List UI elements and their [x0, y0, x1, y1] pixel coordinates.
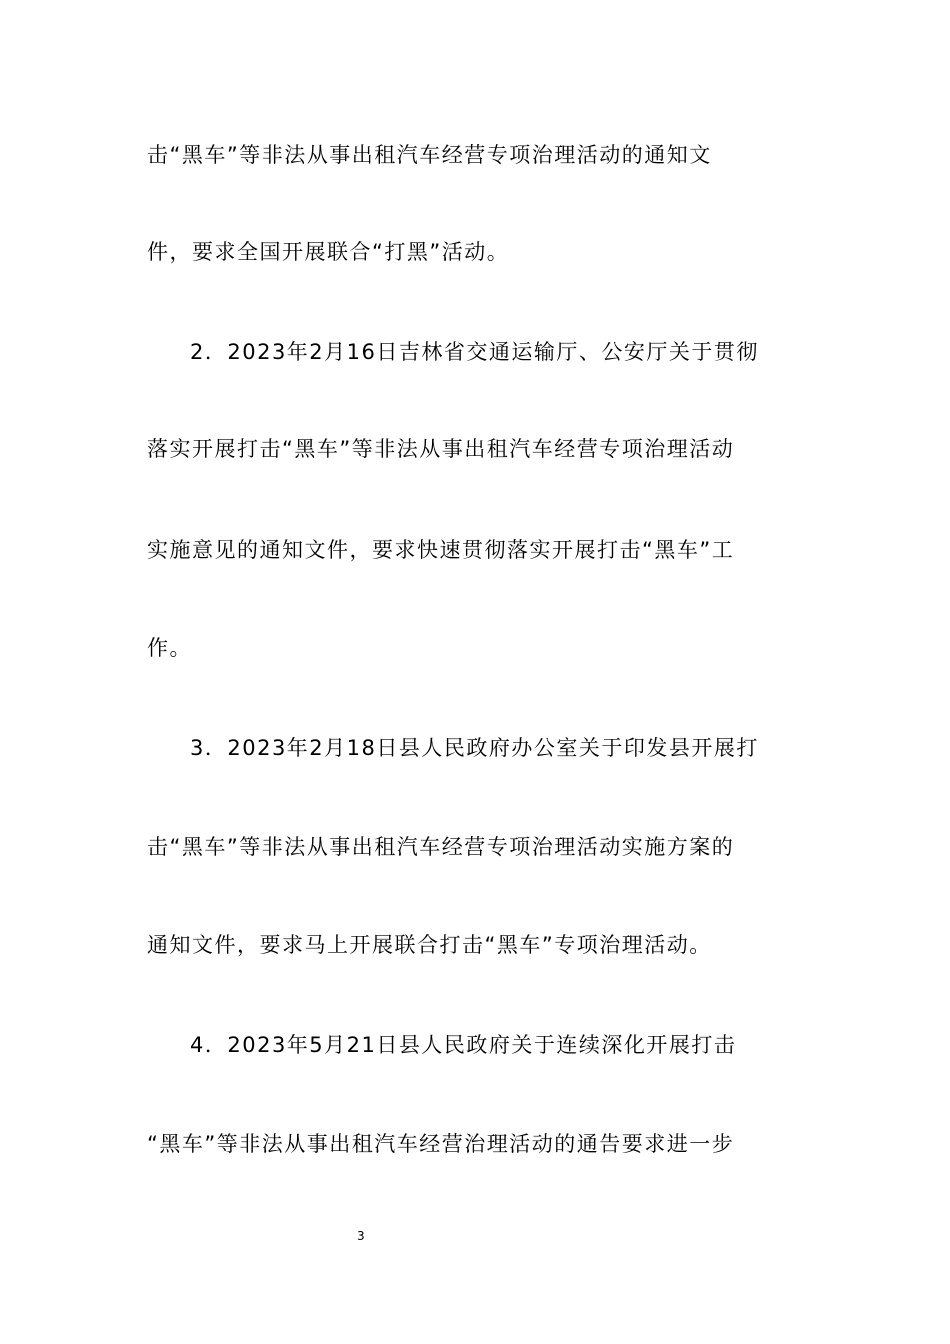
- page-number: 3: [357, 1229, 365, 1243]
- text-line: 作。: [147, 636, 192, 660]
- text-line: 件，要求全国开展联合“打黑”活动。: [147, 240, 510, 264]
- text-line: 通知文件，要求马上开展联合打击“黑车”专项治理活动。: [147, 933, 712, 957]
- text-line: 实施意见的通知文件，要求快速贯彻落实开展打击“黑车”工: [147, 538, 735, 562]
- list-item-3-start: 3．2023年2月18日县人民政府办公室关于印发县开展打: [190, 736, 759, 760]
- text-line: “黑车”等非法从事出租汽车经营治理活动的通告要求进一步: [147, 1132, 735, 1156]
- text-line: 击“黑车”等非法从事出租汽车经营专项治理活动的通知文: [147, 143, 712, 167]
- text-line: 落实开展打击“黑车”等非法从事出租汽车经营专项治理活动: [147, 437, 735, 461]
- list-item-4-start: 4．2023年5月21日县人民政府关于连续深化开展打击: [190, 1033, 737, 1057]
- list-item-2-start: 2．2023年2月16日吉林省交通运输厅、公安厅关于贯彻: [190, 340, 759, 364]
- text-line: 击“黑车”等非法从事出租汽车经营专项治理活动实施方案的: [147, 835, 735, 859]
